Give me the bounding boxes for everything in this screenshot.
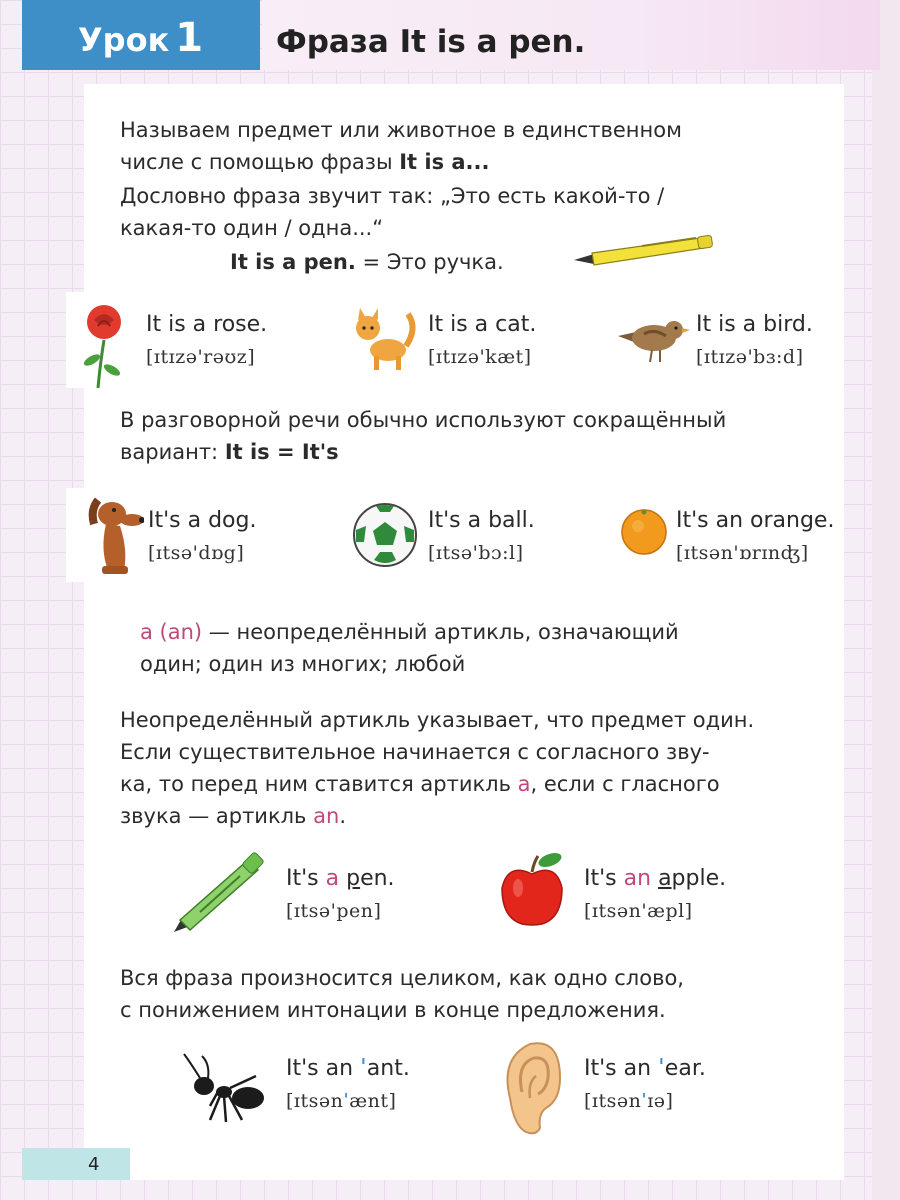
page-number: 4: [22, 1148, 130, 1180]
dog-transcription: [ɪtsə'dɒg]: [148, 542, 245, 564]
ear-lead: It's an: [584, 1056, 652, 1081]
article-an: an: [313, 804, 340, 828]
ear-transcription: [584, 1090, 673, 1112]
ball-icon: [352, 502, 418, 568]
ear-phrase: [584, 1056, 706, 1081]
orange-phrase: It's an orange.: [676, 508, 835, 533]
pen-first-letter: p: [346, 866, 361, 891]
stress-mark-icon: ˈ: [360, 1056, 367, 1081]
examples-card-2: [66, 488, 842, 582]
yellow-pen-icon: [572, 232, 718, 272]
lesson-badge: [22, 0, 260, 70]
bird-transcription: [ɪtɪzə'bɜ:d]: [696, 346, 804, 368]
rose-transcription: [ɪtɪzə'rəʊz]: [146, 346, 256, 368]
ant-ipa-part-2: ænt]: [349, 1090, 397, 1112]
ant-icon: [180, 1050, 270, 1126]
stress-mark-icon: ˈ: [641, 1090, 648, 1112]
apple-noun-rest: pple.: [671, 866, 727, 891]
article-definition-line-2: один; один из многих; любой: [140, 652, 466, 676]
apple-icon: [498, 852, 566, 928]
rule-line-4-tail: .: [339, 804, 346, 828]
colloquial-line-2: [120, 436, 339, 468]
ant-transcription: [286, 1090, 396, 1112]
dog-icon: [84, 490, 144, 576]
stress-mark-icon: ˈ: [658, 1056, 665, 1081]
ear-ipa-part-1: [ɪtsən: [584, 1090, 642, 1112]
apple-transcription: [ɪtsən'æpl]: [584, 900, 693, 922]
colloquial-variant-label: вариант:: [120, 440, 225, 464]
cat-transcription: [ɪtɪzə'kæt]: [428, 346, 532, 368]
ant-lead: It's an: [286, 1056, 354, 1081]
colloquial-line-1: В разговорной речи обычно используют сокращённый: [120, 408, 727, 432]
orange-icon: [618, 504, 670, 556]
dog-phrase: It's a dog.: [148, 508, 257, 533]
pen-noun-rest: en.: [360, 866, 395, 891]
pen-phrase: [286, 866, 395, 891]
ear-ipa-part-2: ɪə]: [647, 1090, 674, 1112]
title-phrase: It is a pen.: [399, 24, 586, 60]
ball-transcription: [ɪtsə'bɔ:l]: [428, 542, 524, 564]
pen-icon: [170, 852, 266, 936]
lesson-title: [262, 0, 880, 70]
ball-phrase: It's a ball.: [428, 508, 535, 533]
lesson-number: 1: [175, 15, 204, 61]
rose-icon: [74, 300, 134, 390]
pen-translation: = Это ручка.: [362, 250, 504, 274]
rule-line-1: Неопределённый артикль указывает, что предмет один.: [120, 708, 755, 732]
pen-article: a: [325, 866, 340, 891]
page-edge: [872, 0, 900, 1200]
contraction: It is = It's: [224, 440, 339, 464]
apple-first-letter: a: [658, 866, 672, 891]
apple-phrase: [584, 866, 726, 891]
intro-line-1: Называем предмет или животное в единственном: [120, 118, 682, 142]
ear-icon: [500, 1038, 564, 1136]
intonation-line-1: Вся фраза произносится целиком, как одно слово,: [120, 966, 684, 990]
rule-line-3: [120, 768, 720, 800]
rule-line-4-text: звука — артикль: [120, 804, 314, 828]
intonation-line-2: с понижением интонации в конце предложения.: [120, 998, 666, 1022]
article-definition-text: — неопределённый артикль, означающий: [202, 620, 679, 644]
article-definition-line-1: [140, 616, 679, 648]
cat-icon: [350, 306, 422, 372]
intro-line-3: Дословно фраза звучит так: „Это есть какой-то /: [120, 184, 665, 208]
bird-icon: [614, 314, 690, 364]
stress-mark-icon: ˈ: [343, 1090, 350, 1112]
apple-article: an: [623, 866, 652, 891]
pen-phrase: It is a pen.: [230, 250, 356, 274]
ear-word: ear.: [664, 1056, 706, 1081]
pen-sentence: [230, 246, 504, 278]
pen-its: It's: [286, 866, 319, 891]
intro-line-2: [120, 146, 489, 178]
lesson-word: Урок: [78, 21, 170, 59]
ant-phrase: [286, 1056, 410, 1081]
bird-phrase: It is a bird.: [696, 312, 813, 337]
rule-line-3-text: ка, то перед ним ставится артикль: [120, 772, 518, 796]
intro-line-2-text: числе с помощью фразы: [120, 150, 400, 174]
rule-line-3-tail: , если с гласного: [530, 772, 720, 796]
cat-phrase: It is a cat.: [428, 312, 537, 337]
pen-transcription: [ɪtsə'pen]: [286, 900, 382, 922]
examples-card-1: [66, 292, 842, 388]
article-term: a (an): [140, 620, 203, 644]
ant-word: ant.: [366, 1056, 410, 1081]
rose-phrase: It is a rose.: [146, 312, 268, 337]
intro-line-4: какая-то один / одна...“: [120, 216, 384, 240]
apple-its: It's: [584, 866, 617, 891]
rule-line-2: Если существительное начинается с согласного зву-: [120, 740, 710, 764]
ant-ipa-part-1: [ɪtsən: [286, 1090, 344, 1112]
intro-phrase: It is a...: [399, 150, 490, 174]
rule-line-4: [120, 800, 346, 832]
article-a: a: [517, 772, 531, 796]
title-prefix: Фраза: [276, 24, 389, 60]
orange-transcription: [ɪtsən'ɒrɪnʤ]: [676, 542, 809, 564]
